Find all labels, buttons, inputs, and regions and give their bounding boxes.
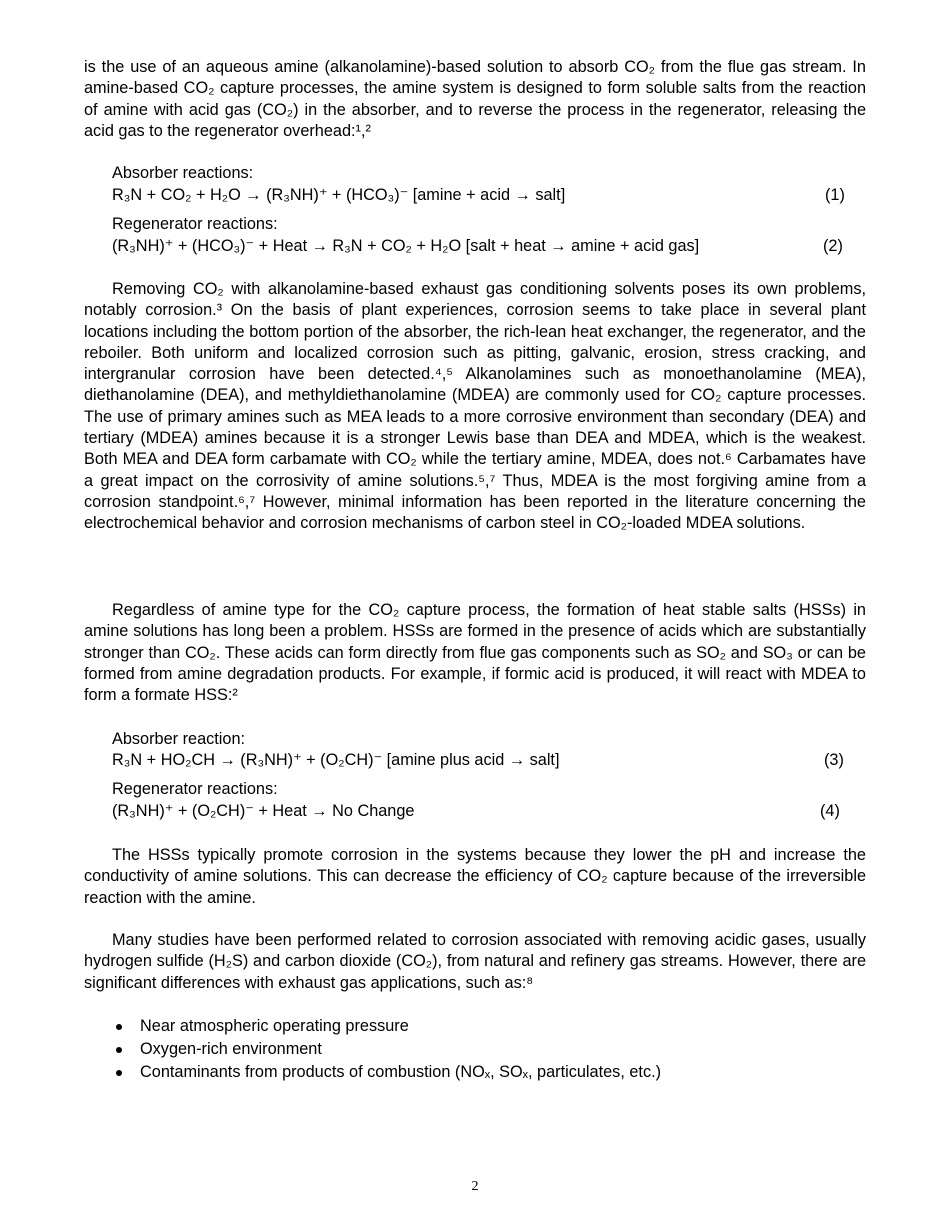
equation-4-text: (R₃NH)⁺ + (O₂CH)⁻ + Heat → No Change: [112, 802, 415, 820]
equation-2-text: (R₃NH)⁺ + (HCO₃)⁻ + Heat → R₃N + CO₂ + H₂O [salt + heat → amine + acid gas]: [112, 237, 700, 255]
paragraph-heat-stable-salts: Regardless of amine type for the CO₂ capture process, the formation of heat stable salts (HSSs) in amine solutions has long been a problem. HSSs are formed in the presence of acids which are substantially stronger than CO₂. These acids can form directly from flue gas components such as SO₂ and SO₃ or can be formed from amine degradation products. For example, if formic acid is produced, it will react with MDEA to form a formate HSS:²: [84, 601, 866, 705]
list-item-text: Near atmospheric operating pressure: [140, 1017, 409, 1035]
paragraph-hss-promote-corrosion: The HSSs typically promote corrosion in the systems because they lower the pH and increase the conductivity of amine solutions. This can decrease the efficiency of CO₂ capture because of the irreversible reaction with the amine.: [84, 846, 866, 907]
paragraph-amine-solution: is the use of an aqueous amine (alkanolamine)-based solution to absorb CO₂ from the flue gas stream. In amine-based CO₂ capture processes, the amine system is designed to form soluble salts from the reaction of amine with acid gas (CO₂) in the absorber, and to reverse the process in the regenerator, releasing the acid gas to the regenerator overhead:¹,²: [84, 58, 866, 140]
regenerator-reactions-label-1: Regenerator reactions:: [112, 215, 278, 233]
equation-3-text: R₃N + HO₂CH → (R₃NH)⁺ + (O₂CH)⁻ [amine plus acid → salt]: [112, 751, 560, 769]
list-item: [112, 1015, 661, 1038]
list-item-text: Oxygen-rich environment: [140, 1040, 322, 1058]
paragraph-exhaust-gas-differences: Many studies have been performed related to corrosion associated with removing acidic gases, usually hydrogen sulfide (H₂S) and carbon dioxide (CO₂), from natural and refinery gas streams. However, there are significant differences with exhaust gas applications, such as:⁸: [84, 931, 866, 992]
equation-2-number: (2): [823, 237, 843, 255]
list-item: [112, 1038, 661, 1061]
equation-1-text: R₃N + CO₂ + H₂O → (R₃NH)⁺ + (HCO₃)⁻ [amine + acid → salt]: [112, 186, 566, 204]
list-item-text: Contaminants from products of combustion (NOₓ, SOₓ, particulates, etc.): [140, 1063, 662, 1081]
bullet-icon: [116, 1047, 122, 1053]
exhaust-gas-differences-list: [112, 1015, 661, 1084]
equation-4-number: (4): [820, 802, 840, 820]
regenerator-reactions-label-2: Regenerator reactions:: [112, 780, 278, 798]
list-item: [112, 1061, 661, 1084]
bullet-icon: [116, 1070, 122, 1076]
equation-3-number: (3): [824, 751, 844, 769]
absorber-reactions-label-1: Absorber reactions:: [112, 164, 254, 182]
equation-1-number: (1): [825, 186, 845, 204]
absorber-reaction-label-2: Absorber reaction:: [112, 730, 246, 748]
bullet-icon: [116, 1024, 122, 1030]
page-number: 2: [471, 1179, 479, 1194]
paragraph-corrosion: Removing CO₂ with alkanolamine-based exhaust gas conditioning solvents poses its own problems, notably corrosion.³ On the basis of plant experiences, corrosion seems to take place in several plant locations including the bottom portion of the absorber, the rich-lean heat exchanger, the regenerator, and the reboiler. Both uniform and localized corrosion such as pitting, galvanic, erosion, stress cracking, and intergranular corrosion have been detected.⁴,⁵ Alkanolamines such as monoethanolamine (MEA), diethanolamine (DEA), and methyldiethanolamine (MDEA) are commonly used for CO₂ capture processes. The use of primary amines such as MEA leads to a more corrosive environment than secondary (DEA) and tertiary (MDEA) amines because it is a stronger Lewis base than DEA and MDEA, which is the weakest. Both MEA and DEA form carbamate with CO₂ while the tertiary amine, MDEA, does not.⁶ Carbamates have a great impact on the corrosivity of amine solutions.⁵,⁷ Thus, MDEA is the most forgiving amine from a corrosion standpoint.⁶,⁷ However, minimal information has been reported in the literature concerning the electrochemical behavior and corrosion mechanisms of carbon steel in CO₂-loaded MDEA solutions.: [84, 280, 866, 533]
